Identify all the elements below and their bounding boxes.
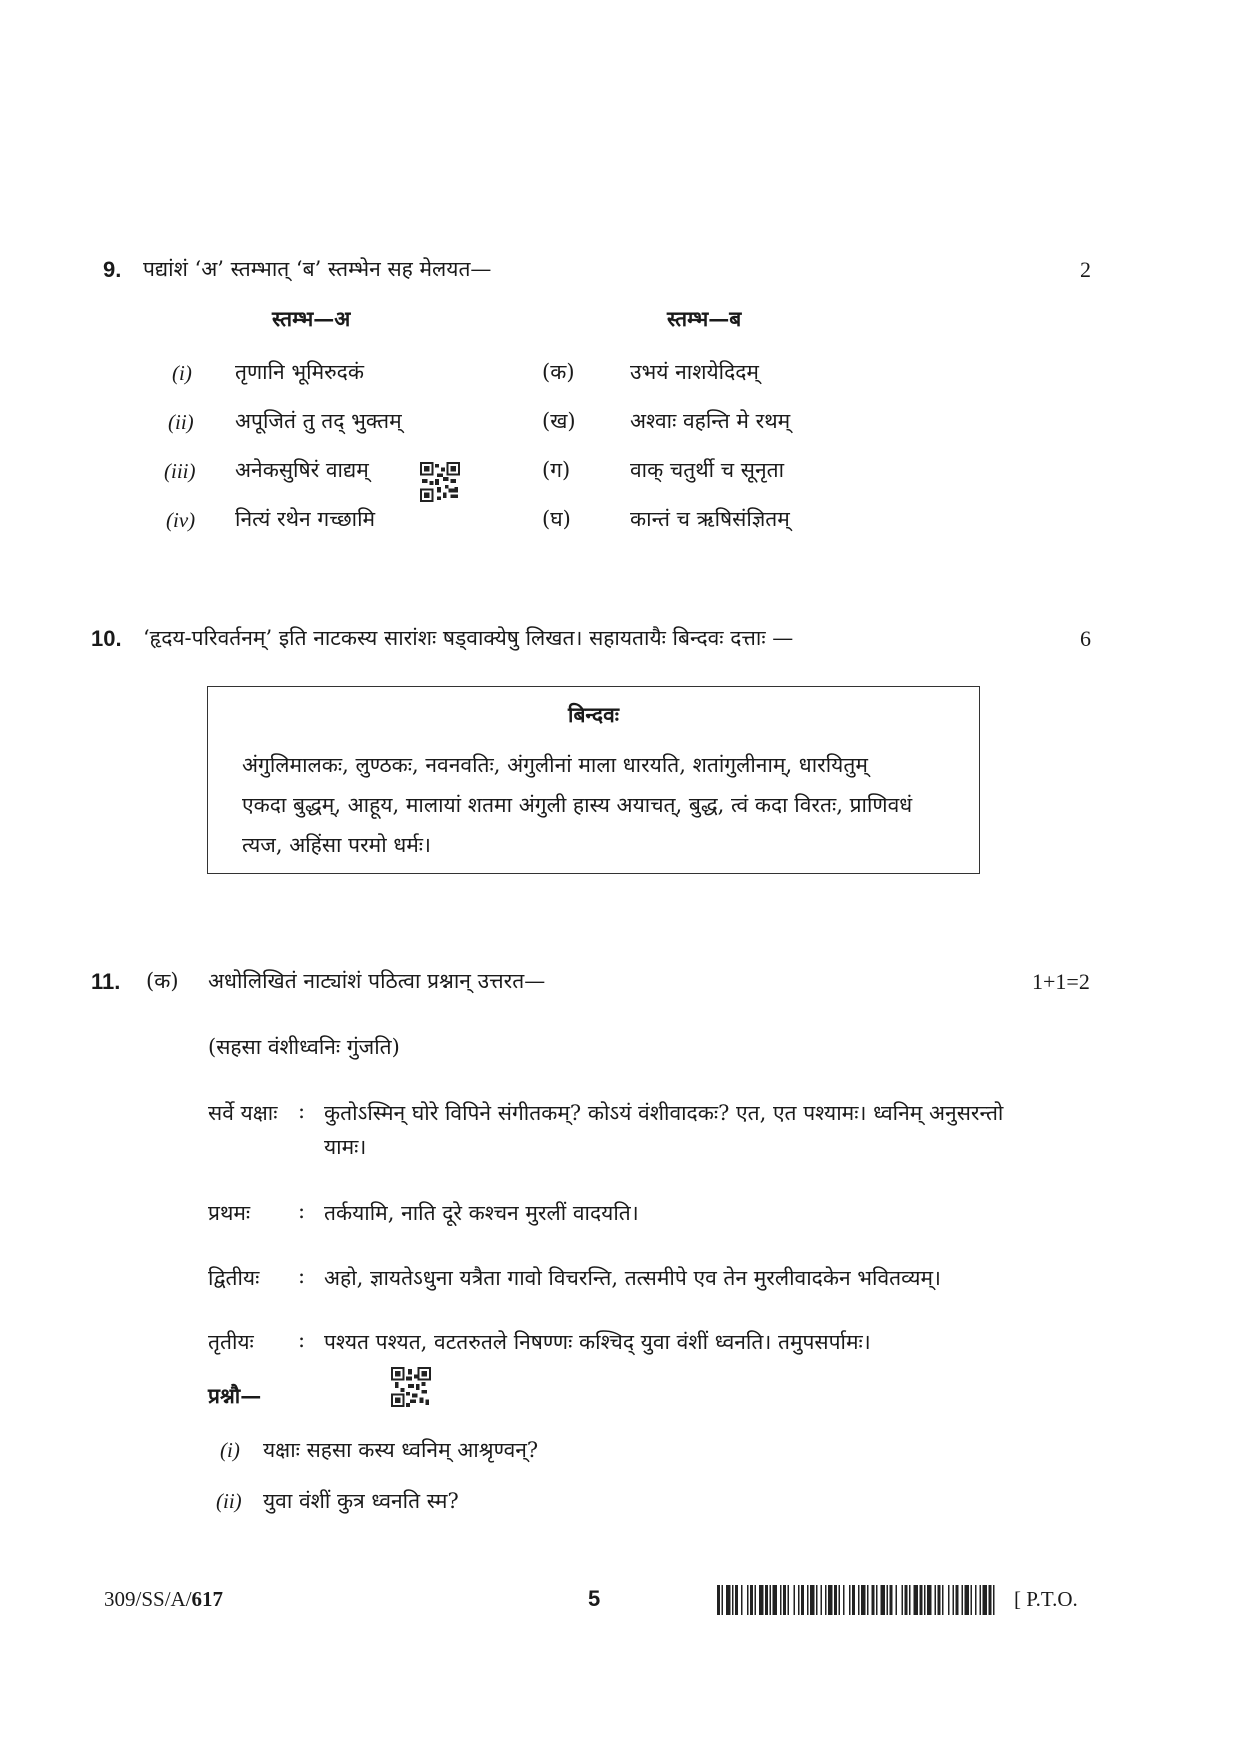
barcode-bar: [798, 1585, 800, 1615]
q9-row-roman: (iv): [166, 508, 196, 532]
q9-row-a: अनेकसुषिरं वाद्यम्: [235, 458, 369, 482]
barcode-bar: [717, 1585, 720, 1615]
q10-marks: 6: [1080, 626, 1091, 651]
q9-instruction: पद्यांशं ‘अ’ स्तम्भात् ‘ब’ स्तम्भेन सह मेलयत—: [143, 257, 492, 281]
barcode-bar: [807, 1585, 809, 1615]
col-a-header: स्तम्भ—अ: [272, 306, 351, 331]
paper-code-number: 617: [191, 1587, 224, 1611]
barcode-bar: [993, 1585, 995, 1615]
dialogue-line: पश्यत पश्यत, वटतरुतले निषण्णः कश्चिद् युवा वंशीं ध्वनति। तमुपसर्पामः।: [324, 1330, 871, 1354]
q11-marks: 1+1=2: [1032, 969, 1090, 994]
question-text: यक्षाः सहसा कस्य ध्वनिम् आश्रृण्वन्?: [263, 1438, 539, 1462]
barcode-bar: [962, 1585, 964, 1615]
hints-title: बिन्दवः: [568, 702, 619, 727]
q9-row-b: कान्तं च ऋषिसंज्ञितम्: [630, 507, 790, 531]
barcode-bar: [816, 1585, 818, 1615]
dialogue-line: अहो, ज्ञायतेऽधुना यत्रैता गावो विचरन्ति, तत्समीपे एव तेन मुरलीवादकेन भवितव्यम्।: [324, 1266, 942, 1290]
barcode-bar: [747, 1585, 749, 1615]
q9-marks: 2: [1080, 257, 1091, 282]
barcode-bar: [801, 1585, 804, 1615]
hints-box: [207, 686, 980, 874]
barcode-bar: [971, 1585, 973, 1615]
q10-instruction: ‘हृदय-परिवर्तनम्’ इति नाटकस्य सारांशः षड्वाक्येषु लिखत। सहायतायैः बिन्दवः दत्ताः —: [143, 626, 794, 650]
question-roman: (i): [220, 1438, 240, 1462]
barcode-bar: [780, 1585, 782, 1615]
barcode-bar: [890, 1585, 893, 1615]
paper-code: [104, 1587, 223, 1612]
barcode-bar: [788, 1585, 790, 1615]
q9-row-a: नित्यं रथेन गच्छामि: [235, 507, 376, 531]
stage-direction: (सहसा वंशीध्वनिः गुंजति): [208, 1035, 400, 1059]
col-b-header: स्तम्भ—ब: [667, 306, 742, 331]
hints-line: त्यज, अहिंसा परमो धर्मः।: [242, 833, 432, 857]
q9-row-letter: (ख): [542, 409, 576, 433]
dialogue-speaker: द्वितीयः: [208, 1266, 260, 1290]
qr-code-icon: [420, 462, 460, 502]
barcode-bar: [975, 1585, 977, 1615]
q9-number: 9.: [103, 257, 122, 282]
q9-row-letter: (क): [542, 360, 575, 384]
dialogue-separator: :: [298, 1199, 306, 1223]
dialogue-speaker: प्रथमः: [208, 1201, 251, 1225]
barcode-bar: [852, 1585, 855, 1615]
barcode-bar: [861, 1585, 866, 1615]
q9-row-roman: (i): [172, 361, 192, 385]
dialogue-speaker: तृतीयः: [208, 1330, 254, 1354]
barcode-bar: [902, 1585, 904, 1615]
hints-body: [242, 745, 951, 865]
barcode-bar: [750, 1585, 753, 1615]
q9-row-b: उभयं नाशयेदिदम्: [630, 360, 759, 384]
barcode-bar: [896, 1585, 898, 1615]
page-number: 5: [588, 1586, 601, 1611]
qr-code-icon: [391, 1367, 431, 1407]
barcode-bar: [849, 1585, 851, 1615]
pto-label: [ P.T.O.: [1014, 1587, 1078, 1611]
barcode-bar: [843, 1585, 845, 1615]
barcode-bar: [983, 1585, 988, 1615]
question-roman: (ii): [216, 1489, 242, 1513]
q9-row-a: तृणानि भूमिरुदकं: [235, 360, 364, 384]
q9-row-letter: (ग): [542, 458, 571, 482]
barcode-bar: [909, 1585, 911, 1615]
q9-row-b: वाक् चतुर्थी च सूनृता: [630, 458, 785, 482]
q9-row-roman: (ii): [168, 410, 194, 434]
barcode-icon: [717, 1585, 997, 1615]
barcode-bar: [948, 1585, 950, 1615]
barcode-bar: [783, 1585, 786, 1615]
barcode-bar: [735, 1585, 738, 1615]
barcode-bar: [825, 1585, 827, 1615]
q9-row-roman: (iii): [164, 459, 196, 483]
hints-line: अंगुलिमालकः, लुण्ठकः, नवनवतिः, अंगुलीनां माला धारयति, शतांगुलीनाम्, धारयितुम्: [242, 753, 868, 777]
barcode-bar: [722, 1585, 724, 1615]
q10-number: 10.: [91, 626, 122, 651]
barcode-bar: [755, 1585, 757, 1615]
barcode-bar: [927, 1585, 932, 1615]
barcode-bar: [794, 1585, 796, 1615]
dialogue-separator: :: [298, 1328, 306, 1352]
barcode-bar: [914, 1585, 919, 1615]
barcode-bar: [980, 1585, 982, 1615]
hints-line: एकदा बुद्धम्, आहूय, मालायां शतमा अंगुली हास्य अयाचत्, बुद्ध, त्वं कदा विरतः, प्राणिवधं: [242, 793, 913, 817]
barcode-bar: [741, 1585, 743, 1615]
barcode-bar: [770, 1585, 772, 1615]
q9-row-letter: (घ): [542, 507, 571, 531]
q11-number: 11.: [91, 969, 121, 994]
q11-sub-label: (क): [146, 969, 179, 993]
barcode-bar: [935, 1585, 937, 1615]
dialogue-separator: :: [298, 1099, 306, 1123]
barcode-bar: [876, 1585, 878, 1615]
paper-code-prefix: 309/SS/A/: [104, 1587, 192, 1611]
barcode-bar: [834, 1585, 837, 1615]
barcode-bar: [942, 1585, 944, 1615]
q9-row-b: अश्वाः वहन्ति मे रथम्: [630, 409, 791, 433]
barcode-bar: [858, 1585, 860, 1615]
barcode-bar: [726, 1585, 731, 1615]
barcode-bar: [872, 1585, 875, 1615]
dialogue-separator: :: [298, 1264, 306, 1288]
dialogue-line: यामः।: [324, 1135, 367, 1159]
barcode-bar: [773, 1585, 778, 1615]
barcode-bar: [920, 1585, 923, 1615]
dialogue-line: तर्कयामि, नाति दूरे कश्चन मुरलीं वादयति।: [324, 1201, 639, 1225]
question-text: युवा वंशीं कुत्र ध्वनति स्म?: [263, 1489, 459, 1513]
barcode-bar: [839, 1585, 841, 1615]
barcode-bar: [938, 1585, 941, 1615]
barcode-bar: [924, 1585, 926, 1615]
barcode-bar: [965, 1585, 970, 1615]
barcode-bar: [732, 1585, 734, 1615]
barcode-bar: [867, 1585, 869, 1615]
barcode-bar: [956, 1585, 959, 1615]
q9-row-a: अपूजितं तु तद् भुक्तम्: [235, 409, 402, 433]
barcode-bar: [989, 1585, 992, 1615]
barcode-bar: [905, 1585, 908, 1615]
barcode-bar: [759, 1585, 764, 1615]
barcode-bar: [810, 1585, 815, 1615]
barcode-bar: [821, 1585, 823, 1615]
q11-instruction: अधोलिखितं नाट्यांशं पठित्वा प्रश्नान् उत्तरत—: [208, 969, 546, 993]
barcode-bar: [828, 1585, 833, 1615]
questions-label: प्रश्नौ—: [208, 1383, 262, 1408]
barcode-bar: [953, 1585, 955, 1615]
barcode-bar: [765, 1585, 768, 1615]
dialogue-speaker: सर्वे यक्षाः: [208, 1101, 278, 1125]
barcode-bar: [881, 1585, 886, 1615]
barcode-bar: [887, 1585, 889, 1615]
dialogue-line: कुतोऽस्मिन् घोरे विपिने संगीतकम्? कोऽयं वंशीवादकः? एत, एत पश्यामः। ध्वनिम् अनुसरन्तो: [324, 1101, 1004, 1125]
